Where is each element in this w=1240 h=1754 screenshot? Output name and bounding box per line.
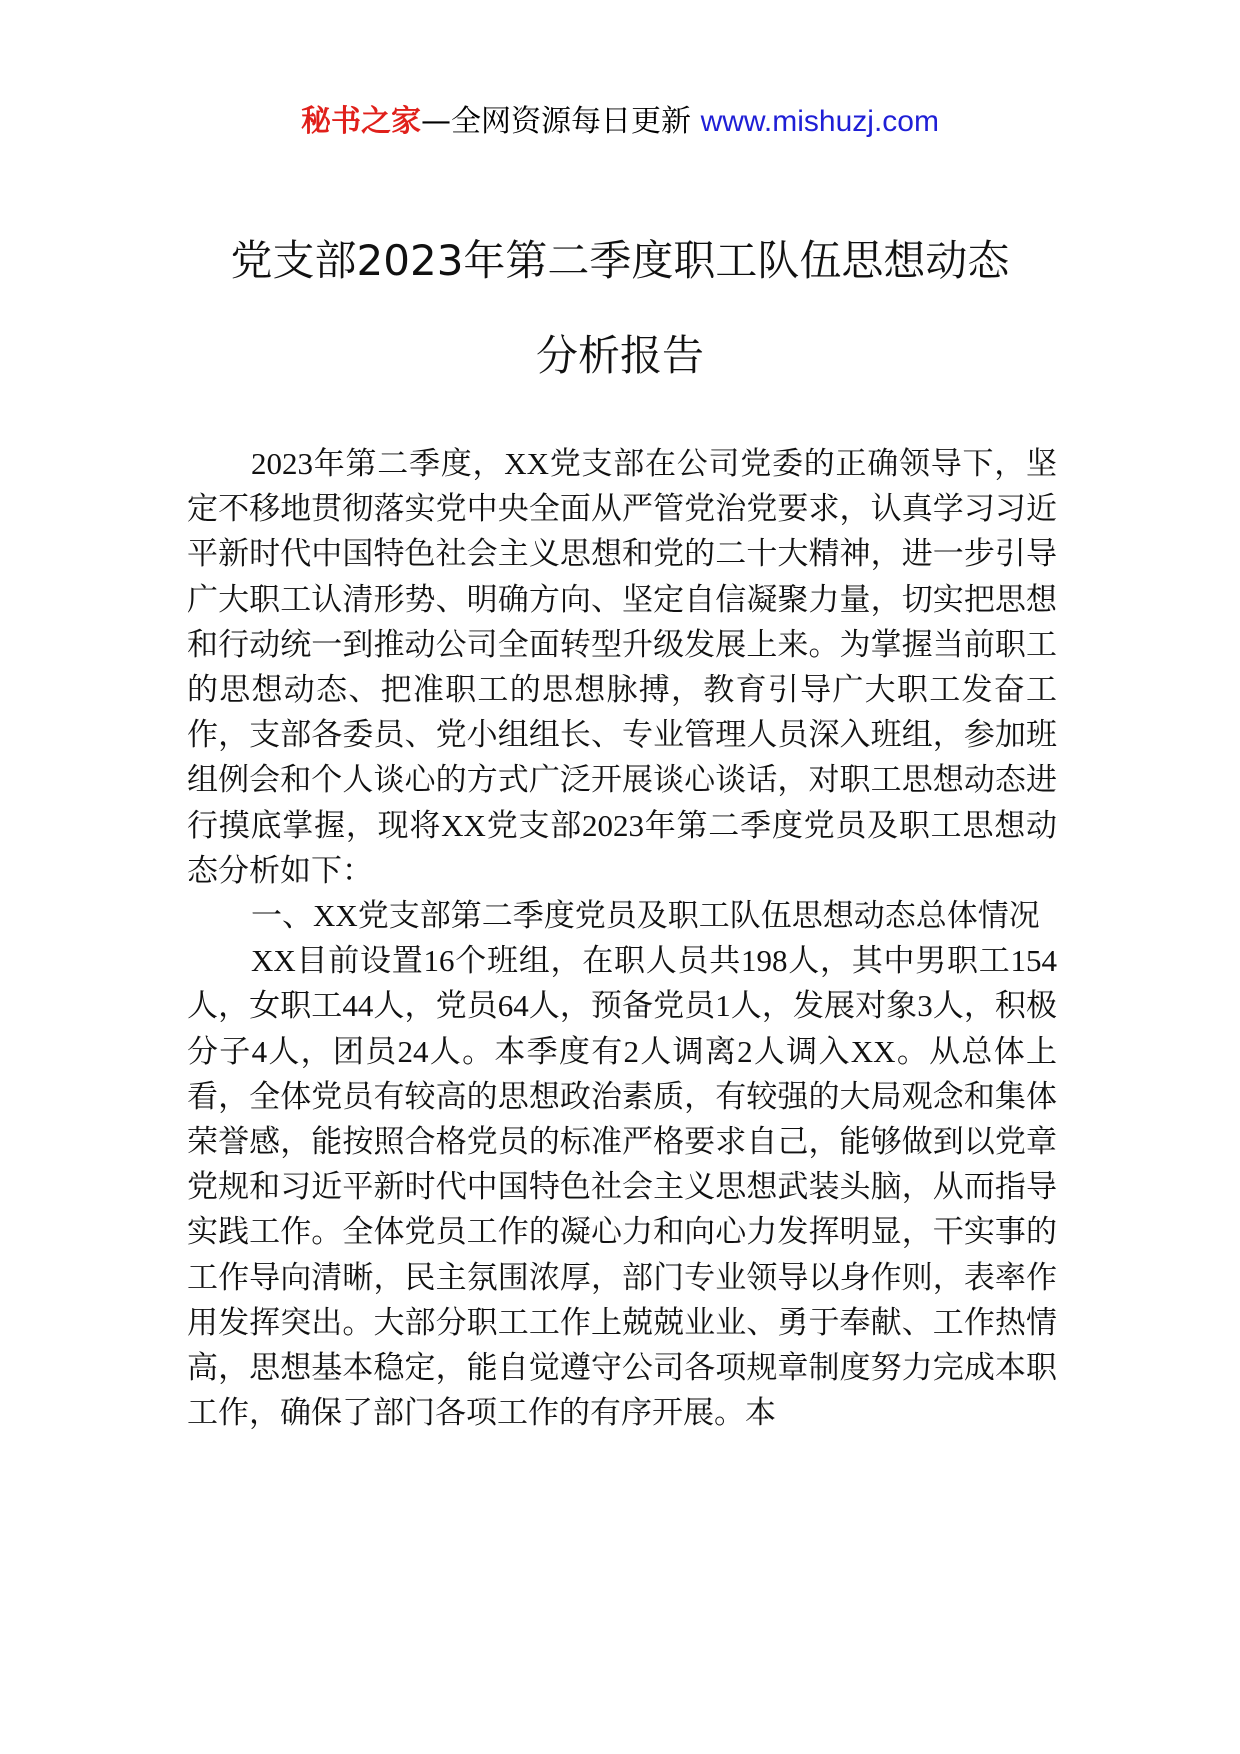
site-header-banner [0, 100, 1240, 144]
intro-paragraph: 2023年第二季度，XX党支部在公司党委的正确领导下，坚定不移地贯彻落实党中央全面从严管党治党要求，认真学习习近平新时代中国特色社会主义思想和党的二十大精神，进一步引导广大职工认清形势、明确方向、坚定自信凝聚力量，切实把思想和行动统一到推动公司全面转型升级发展上来。为掌握当前职工的思想动态、把准职工的思想脉搏，教育引导广大职工发奋工作，支部各委员、党小组组长、专业管理人员深入班组，参加班组例会和个人谈心的方式广泛开展谈心谈话，对职工思想动态进行摸底掌握，现将XX党支部2023年第二季度党员及职工思想动态分析如下： [187, 446, 1057, 888]
site-name: 秘书之家 [301, 104, 422, 139]
document-body [187, 441, 1057, 1435]
site-url-link[interactable]: www.mishuzj.com [700, 105, 939, 138]
document-title-line-1: 党支部2023年第二季度职工队伍思想动态 [230, 236, 1010, 285]
section-1-paragraph: XX目前设置16个班组，在职人员共198人，其中男职工154人，女职工44人，党员64人，预备党员1人，发展对象3人，积极分子4人，团员24人。本季度有2人调离2人调入XX。从总体上看，全体党员有较高的思想政治素质，有较强的大局观念和集体荣誉感，能按照合格党员的标准严格要求自己，能够做到以党章党规和习近平新时代中国特色社会主义思想武装头脑，从而指导实践工作。全体党员工作的凝心力和向心力发挥明显，干实事的工作导向清晰，民主氛围浓厚，部门专业领导以身作则，表率作用发挥突出。大部分职工工作上兢兢业业、勇于奉献、工作热情高，思想基本稳定，能自觉遵守公司各项规章制度努力完成本职工作，确保了部门各项工作的有序开展。本 [187, 943, 1057, 1431]
site-tagline: —全网资源每日更新 [421, 104, 701, 139]
document-title-line-2: 分析报告 [535, 331, 704, 380]
section-heading-1: 一、XX党支部第二季度党员及职工队伍思想动态总体情况 [251, 898, 1040, 934]
